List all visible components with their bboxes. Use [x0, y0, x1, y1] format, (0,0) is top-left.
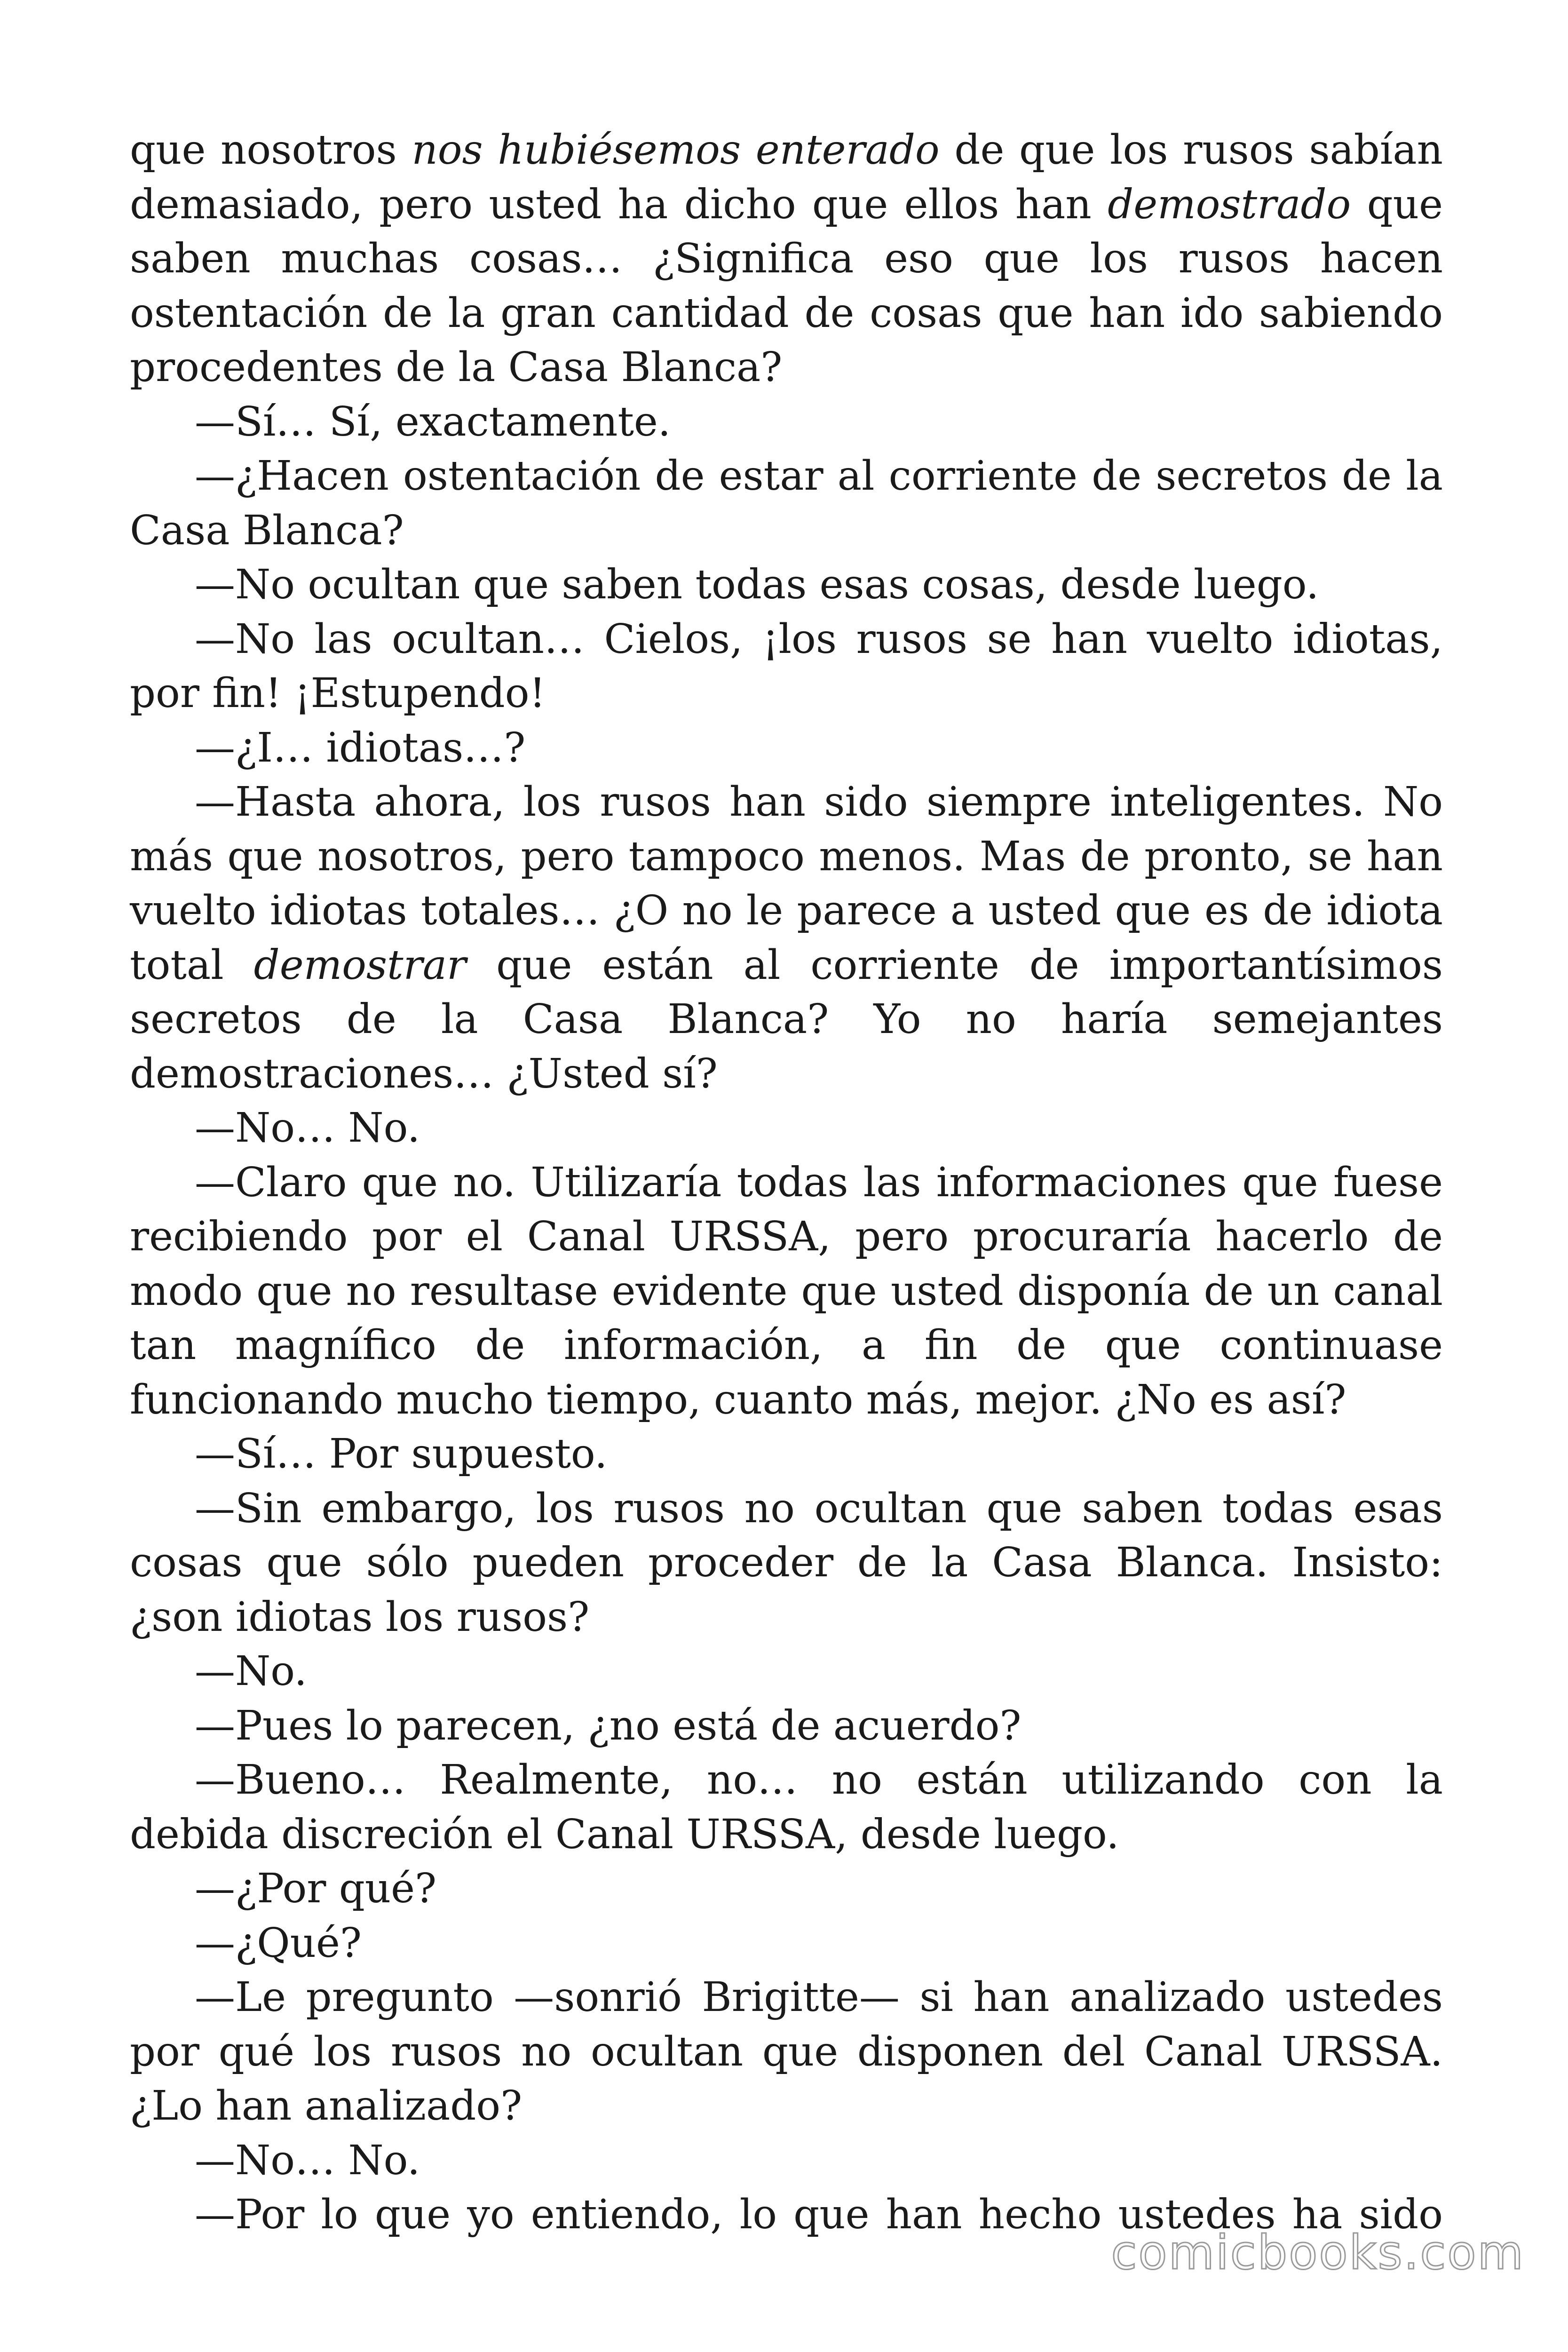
text-run: —Claro que no. Utilizaría todas las informaciones que fuese recibiendo por el Canal URSSA, pero procuraría hacerlo de modo que no resultase evidente que usted disponía de un canal tan magnífico de información, a fin de que continuase funcionando mucho tiempo, cuanto más, mejor. ¿No es así?: [130, 1159, 1443, 1423]
text-run: —Sin embargo, los rusos no ocultan que saben todas esas cosas que sólo pueden proceder de la Casa Blanca. Insisto: ¿son idiotas los rusos?: [130, 1485, 1443, 1641]
text-run: —No.: [195, 1648, 307, 1695]
text-run: —¿Por qué?: [195, 1865, 437, 1912]
dialogue-paragraph: [130, 1101, 1443, 1156]
text-run: —Por lo que yo entiendo, lo que han hecho ustedes ha sido: [195, 2191, 1443, 2238]
text-run: —Bueno… Realmente, no… no están utilizando con la debida discreción el Canal URSSA, desde luego.: [130, 1756, 1443, 1858]
italic-emphasis: nos hubiésemos enterado: [412, 127, 940, 174]
text-run: —Sí… Por supuesto.: [195, 1430, 608, 1478]
dialogue-paragraph: [130, 1753, 1443, 1862]
paragraph-continued: [130, 123, 1443, 395]
dialogue-paragraph: [130, 1427, 1443, 1482]
italic-emphasis: demostrar: [253, 941, 467, 989]
dialogue-paragraph: [130, 1862, 1443, 1916]
dialogue-paragraph: [130, 612, 1443, 721]
italic-emphasis: demostrado: [1108, 181, 1351, 228]
dialogue-paragraph: [130, 775, 1443, 1101]
text-run: —Pues lo parecen, ¿no está de acuerdo?: [195, 1702, 1022, 1749]
text-run: —¿I… idiotas…?: [195, 724, 526, 771]
dialogue-paragraph: [130, 721, 1443, 776]
text-run: que nosotros: [130, 127, 412, 174]
text-run: —No… No.: [195, 1104, 420, 1152]
text-run: —¿Hacen ostentación de estar al corriente de secretos de la Casa Blanca?: [130, 453, 1443, 554]
dialogue-paragraph: [130, 1699, 1443, 1754]
dialogue-paragraph: [130, 2134, 1443, 2188]
text-run: —No… No.: [195, 2137, 420, 2184]
text-run: que están al corriente de importantísimos secretos de la Casa Blanca? Yo no haría semejantes demostraciones… ¿Usted sí?: [130, 941, 1443, 1097]
watermark: comicbooks.com: [1111, 2225, 1525, 2280]
dialogue-paragraph: [130, 449, 1443, 558]
page-body-text: [130, 123, 1443, 2242]
dialogue-paragraph: [130, 1971, 1443, 2134]
dialogue-paragraph: [130, 1645, 1443, 1699]
text-run: —No las ocultan… Cielos, ¡los rusos se han vuelto idiotas, por fin! ¡Estupendo!: [130, 615, 1443, 717]
text-run: —¿Qué?: [195, 1919, 362, 1967]
text-run: —Hasta ahora, los rusos han sido siempre inteligentes. No más que nosotros, pero tampoco menos. Mas de pronto, se han vuelto idiotas totales… ¿O no le parece a usted que es de idiota total: [130, 779, 1443, 989]
text-run: que saben muchas cosas… ¿Significa eso que los rusos hacen ostentación de la gran cantidad de cosas que han ido sabiendo procedentes de la Casa Blanca?: [130, 181, 1443, 391]
text-run: —Le pregunto —sonrió Brigitte— si han analizado ustedes por qué los rusos no ocultan que disponen del Canal URSSA. ¿Lo han analizado?: [130, 1974, 1443, 2130]
dialogue-paragraph: [130, 558, 1443, 612]
text-run: —No ocultan que saben todas esas cosas, desde luego.: [195, 561, 1319, 608]
text-run: —Sí… Sí, exactamente.: [195, 398, 671, 445]
dialogue-paragraph: [130, 1916, 1443, 1971]
dialogue-paragraph: [130, 1156, 1443, 1428]
dialogue-paragraph: [130, 1482, 1443, 1645]
text-run: de que los rusos sabían demasiado, pero usted ha dicho que ellos han: [130, 127, 1443, 228]
dialogue-paragraph: [130, 395, 1443, 450]
